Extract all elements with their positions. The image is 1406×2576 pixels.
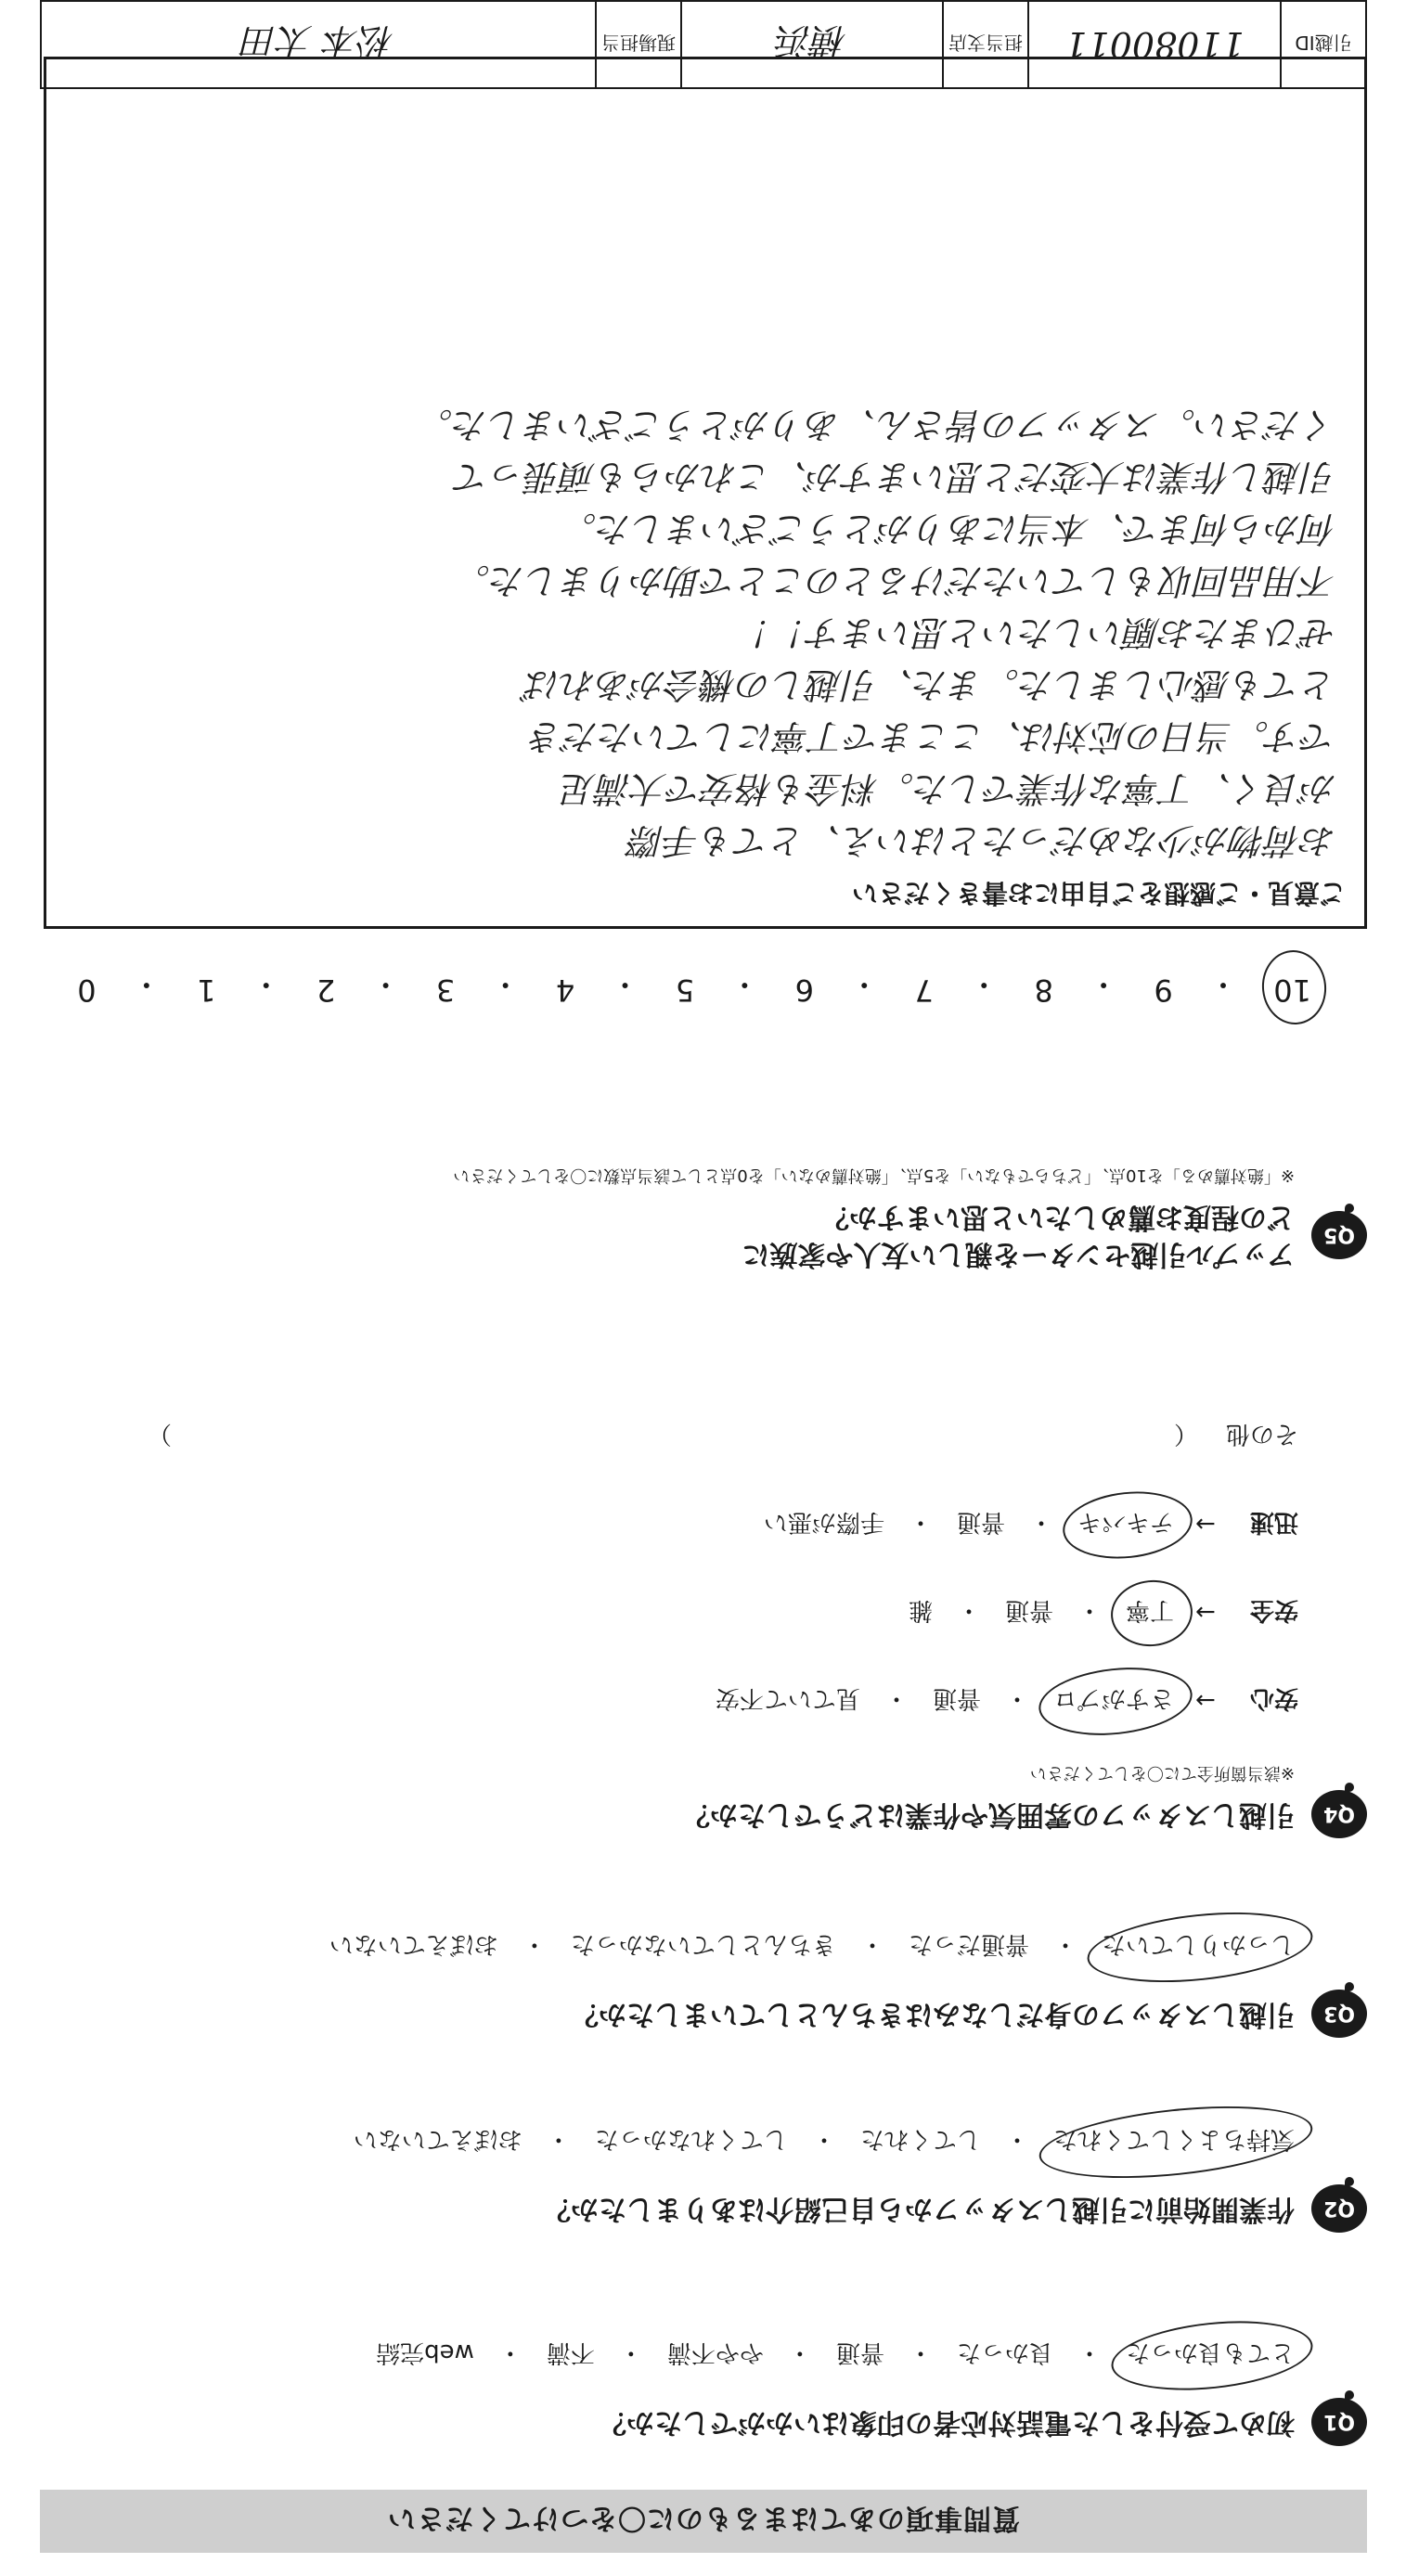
q5-text-line2: どの程度お薦めしたいと思いますか？ xyxy=(821,1201,1295,1233)
scale-dot: ・ xyxy=(969,967,1000,1002)
q4-row-label: 迅速 xyxy=(1249,1508,1298,1536)
scale-option[interactable]: 6 xyxy=(794,972,815,1008)
scale-dot: ・ xyxy=(729,967,760,1002)
arrow-right-icon: → xyxy=(1195,1686,1216,1715)
scale-option[interactable]: 2 xyxy=(316,972,336,1008)
q3-options: しっかりしていた ・ 普通だった ・ きちんとしていなかった ・ おぼえていない xyxy=(40,1929,1298,1964)
scale-option[interactable]: 9 xyxy=(1154,972,1173,1008)
q4-row-anzen: 安全 → 丁寧 ・ 普通 ・ 雑 xyxy=(40,1595,1298,1629)
comment-line: お荷物が少なめだったとはいえ、とても手際 xyxy=(628,820,1336,861)
question-1 xyxy=(40,2338,1367,2446)
comment-handwriting xyxy=(46,390,1364,876)
q1-option[interactable]: 普通 xyxy=(835,2338,884,2366)
q1-option[interactable]: 不満 xyxy=(546,2338,595,2366)
question-4 xyxy=(40,1419,1367,1838)
comment-line: とても感心しました。また、引越しの機会があれば xyxy=(524,664,1336,705)
q3-text: 引越しスタッフの身だしなみはきちんとしていましたか？ xyxy=(571,1998,1295,2030)
scale-option[interactable]: 4 xyxy=(555,972,575,1008)
q2-option[interactable]: してくれた xyxy=(859,2125,981,2153)
q4-row-label: 安心 xyxy=(1249,1684,1298,1712)
footer-table xyxy=(40,0,1367,89)
q2-option[interactable]: 気持ちよくしてくれた xyxy=(1050,2124,1298,2158)
q1-options: とても良かった ・ 良かった ・ 普通 ・ やや不満 ・ 不満 ・ web完結 xyxy=(40,2338,1298,2372)
scale-dot: ・ xyxy=(370,967,401,1002)
q4-other-close: ） xyxy=(147,1420,172,1448)
q4-text: 引越しスタッフの雰囲気や作業はどうでしたか？ xyxy=(682,1798,1295,1831)
q2-text: 作業開始前に引越しスタッフから自己紹介はありましたか？ xyxy=(543,2193,1295,2225)
branch-value: 横浜 xyxy=(682,2,944,87)
q5-scale xyxy=(77,965,1311,1008)
q2-badge: Q2 xyxy=(1311,2184,1367,2233)
q4-badge: Q4 xyxy=(1311,1790,1367,1838)
branch-label: 担当支店 xyxy=(944,2,1029,87)
question-3 xyxy=(40,1929,1367,2038)
scale-dot: ・ xyxy=(490,967,521,1002)
q4-other-label: その他 xyxy=(1225,1420,1298,1448)
scale-option[interactable]: 3 xyxy=(435,972,456,1008)
q4-option[interactable]: テキパキ xyxy=(1074,1507,1178,1541)
comment-line: が良く、丁寧な作業でした。料金も格安で大満足 xyxy=(561,768,1336,809)
scale-dot: ・ xyxy=(1208,967,1239,1002)
q4-option[interactable]: 普通 xyxy=(932,1684,981,1712)
comment-line: 引越し作業は大変だと思いますが、これからも頑張って xyxy=(454,457,1336,497)
comment-title: ご意見・ご感想をご自由にお書きください xyxy=(851,878,1346,908)
id-value: 11080011 xyxy=(1029,2,1282,87)
scale-dot: ・ xyxy=(251,967,281,1002)
q4-option[interactable]: 普通 xyxy=(956,1508,1005,1536)
scale-option[interactable]: 7 xyxy=(914,972,934,1008)
scale-dot: ・ xyxy=(849,967,880,1002)
comment-box[interactable] xyxy=(44,57,1367,929)
q3-option[interactable]: しっかりしていた xyxy=(1098,1929,1298,1964)
q4-row-label: 安全 xyxy=(1249,1596,1298,1624)
q3-option[interactable]: きちんとしていなかった xyxy=(570,1930,836,1958)
q4-option[interactable]: 雑 xyxy=(908,1596,933,1624)
comment-line: 何から何まで、本当にありがとうございました。 xyxy=(561,509,1336,549)
instruction-header: 質問事項のあてはまるものに〇をつけてください xyxy=(40,2490,1367,2553)
q2-option[interactable]: してくれなかった xyxy=(594,2125,788,2153)
arrow-right-icon: → xyxy=(1195,1598,1216,1627)
q4-option[interactable]: 普通 xyxy=(1004,1596,1053,1624)
q2-options: 気持ちよくしてくれた ・ してくれた ・ してくれなかった ・ おぼえていない xyxy=(40,2124,1298,2158)
q1-badge: Q1 xyxy=(1311,2398,1367,2446)
q3-badge: Q3 xyxy=(1311,1990,1367,2038)
q4-other xyxy=(40,1419,1298,1453)
q5-badge: Q5 xyxy=(1311,1211,1367,1259)
q1-option[interactable]: 良かった xyxy=(956,2338,1053,2366)
q4-row-jinsoku: 迅速 → テキパキ ・ 普通 ・ 手際が悪い xyxy=(40,1507,1298,1541)
arrow-right-icon: → xyxy=(1195,1510,1216,1539)
q4-option[interactable]: 見ていて不安 xyxy=(715,1684,860,1712)
q1-option[interactable]: web完結 xyxy=(376,2338,474,2366)
scale-option[interactable]: 1 xyxy=(197,972,216,1008)
q1-option[interactable]: とても良かった xyxy=(1122,2338,1298,2372)
scale-option[interactable]: 8 xyxy=(1034,972,1053,1008)
question-2 xyxy=(40,2124,1367,2233)
comment-line: ぜひまたお願いしたいと思います！！ xyxy=(736,612,1336,653)
id-label: 引越ID xyxy=(1295,32,1352,55)
q5-text-line1: アップル引越センターを親しい友人や家族に xyxy=(742,1238,1295,1270)
question-5 xyxy=(40,1165,1367,1272)
q4-option[interactable]: 丁寧 xyxy=(1122,1595,1178,1629)
leader-value: 松本 太田 xyxy=(42,2,597,87)
scale-option[interactable]: 10 xyxy=(1273,965,1311,1008)
q5-note: ※「絶対薦める」を10点、「どちらでもない」を5点、「絶対薦めない」を0点として該当点数に〇をしてください xyxy=(453,1166,1295,1185)
scale-dot: ・ xyxy=(1089,967,1119,1002)
q2-option[interactable]: おぼえていない xyxy=(353,2125,522,2153)
q1-option[interactable]: やや不満 xyxy=(666,2338,764,2366)
q3-option[interactable]: おぼえていない xyxy=(329,1930,498,1958)
q4-option[interactable]: 手際が悪い xyxy=(763,1508,884,1536)
q1-text: 初めて受付をした電話対応者の印象はいかがでしたか？ xyxy=(599,2406,1295,2439)
comment-line: です。当日の応対は、ここまで丁寧にしていただき xyxy=(528,716,1336,757)
q4-other-open: （ xyxy=(1173,1420,1198,1448)
comment-line: 不用品回収もしていただけるとのことで助かりました。 xyxy=(454,560,1336,601)
scale-dot: ・ xyxy=(610,967,640,1002)
leader-label: 現場担当 xyxy=(597,2,682,87)
q4-row-anshin: 安心 → さすがプロ ・ 普通 ・ 見ていて不安 xyxy=(40,1683,1298,1718)
q4-note: ※該当箇所全てに〇をしてください xyxy=(1029,1763,1295,1783)
q4-option[interactable]: さすがプロ xyxy=(1050,1683,1178,1718)
comment-line: ください。スタッフの皆さん、ありがとうございました。 xyxy=(417,405,1336,445)
scale-option[interactable]: 0 xyxy=(77,972,97,1008)
scale-dot: ・ xyxy=(131,967,161,1002)
scale-option[interactable]: 5 xyxy=(675,972,695,1008)
q3-option[interactable]: 普通だった xyxy=(908,1930,1029,1958)
